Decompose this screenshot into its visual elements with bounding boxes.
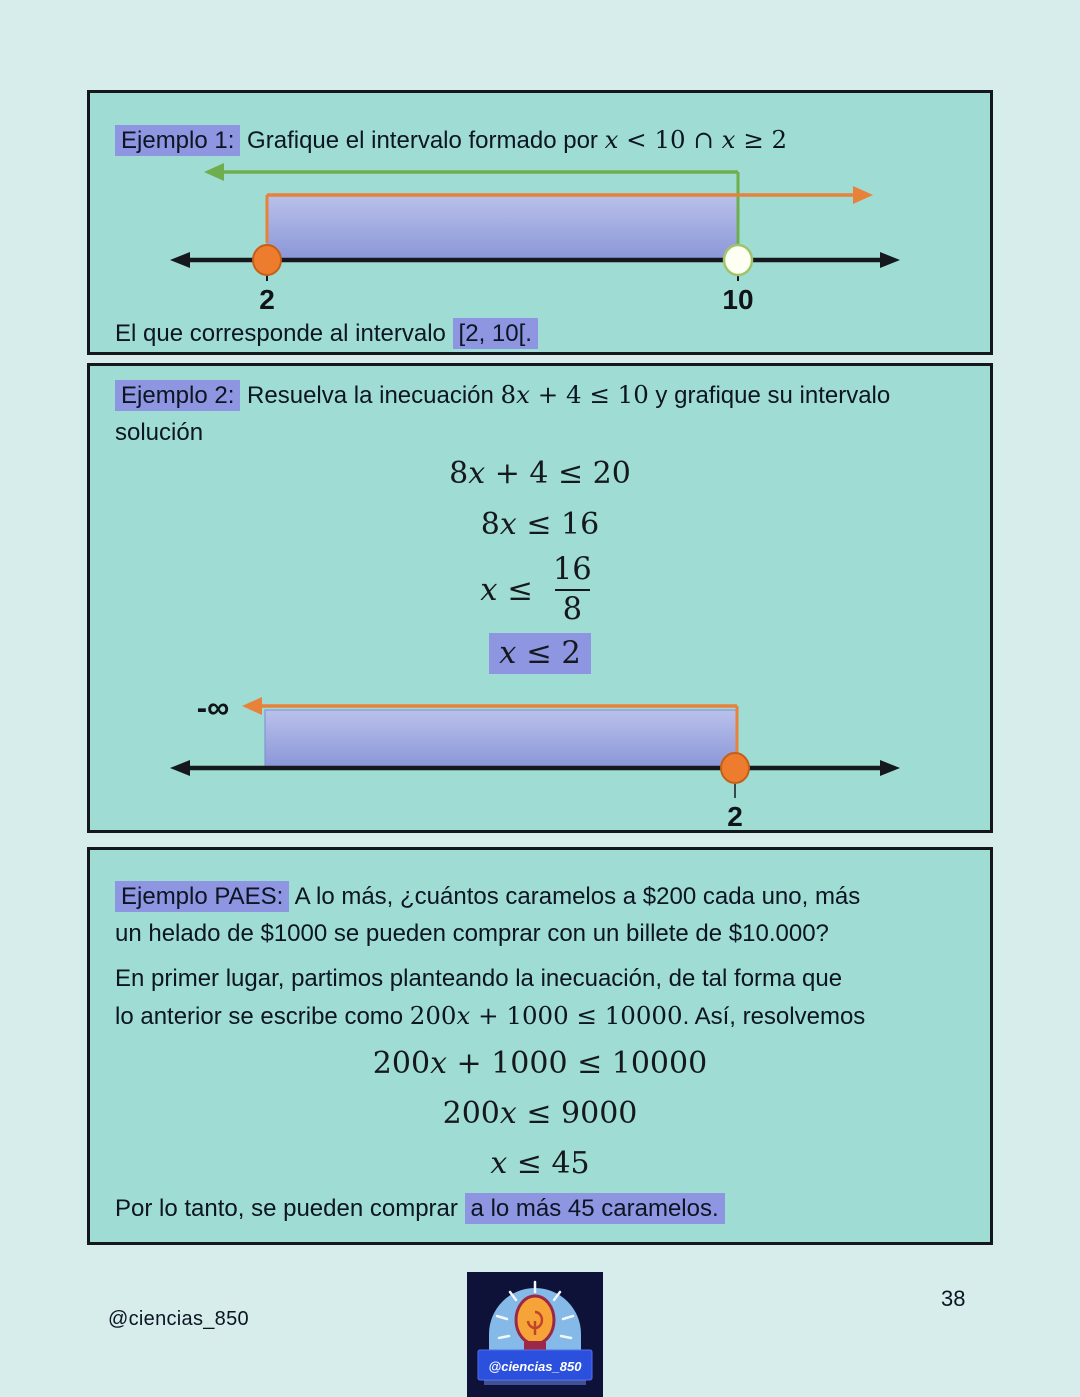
solution-highlight: x ≤ 2 — [489, 633, 591, 674]
fraction — [545, 552, 600, 628]
fraction-lhs: x ≤ — [480, 572, 533, 608]
number-line-diagram-2 — [100, 678, 980, 828]
example-paes-box — [87, 847, 993, 1245]
axis-label-2: 2 — [259, 284, 275, 315]
shaded-interval-region — [267, 195, 738, 260]
closed-endpoint-2 — [253, 245, 281, 275]
example-1-caption — [115, 315, 538, 352]
example-1-title — [115, 121, 787, 159]
paes-conclusion — [115, 1190, 725, 1227]
equation-step-3 — [90, 552, 990, 628]
caption-text: El que corresponde al intervalo — [115, 320, 453, 347]
example-2-box — [87, 363, 993, 833]
equation-step-3: x ≤ 45 — [490, 1146, 590, 1181]
fraction-numerator: 16 — [552, 552, 592, 587]
explanation-tail: . Así, resolvemos — [682, 1003, 866, 1030]
example-1-title-text: Grafique el intervalo formado por — [240, 127, 605, 154]
interval-notation-highlight: [2, 10[. — [453, 318, 538, 349]
example-2-title-text-2: y grafique su intervalo — [648, 382, 891, 409]
example-2-label-highlight: Ejemplo 2: — [115, 380, 240, 411]
footer-handle: @ciencias_850 — [108, 1308, 249, 1330]
equation-step-2: 200x ≤ 9000 — [442, 1096, 638, 1131]
explanation-text: lo anterior se escribe como — [115, 1003, 410, 1030]
logo-banner — [478, 1350, 592, 1385]
inline-inequality-math: 200x + 1000 ≤ 10000 — [409, 1001, 683, 1030]
conclusion-text: Por lo tanto, se pueden comprar — [115, 1195, 465, 1222]
equation-solution — [90, 634, 990, 674]
neg-infinity-label: -∞ — [196, 690, 230, 725]
axis-label-2: 2 — [727, 801, 743, 828]
example-1-label-highlight: Ejemplo 1: — [115, 125, 240, 156]
paes-explanation-line1: En primer lugar, partimos planteando la inecuación, de tal forma que — [115, 965, 843, 992]
number-line-diagram-1 — [100, 157, 980, 317]
logo-handle-text: @ciencias_850 — [488, 1359, 582, 1374]
open-endpoint-10 — [724, 245, 752, 275]
equation-step-1: 200x + 1000 ≤ 10000 — [372, 1046, 708, 1081]
paes-label-highlight: Ejemplo PAES: — [115, 881, 289, 912]
example-1-title-math: x < 10 ∩ x ≥ 2 — [604, 125, 788, 154]
closed-endpoint-2 — [721, 753, 749, 783]
example-2-title-math: 8x + 4 ≤ 10 — [500, 380, 649, 409]
page-number: 38 — [941, 1286, 966, 1311]
ciencias-850-logo — [467, 1272, 603, 1397]
example-2-title-text-1: Resuelva la inecuación — [240, 382, 501, 409]
example-2-title-line1 — [115, 376, 890, 414]
paes-problem-text-1: A lo más, ¿cuántos caramelos a $200 cada uno, más — [289, 883, 861, 910]
paes-explanation-line2 — [115, 997, 865, 1035]
paes-problem-line2: un helado de $1000 se pueden comprar con un billete de $10.000? — [115, 920, 829, 947]
example-1-box — [87, 90, 993, 355]
conclusion-highlight: a lo más 45 caramelos. — [465, 1193, 725, 1224]
axis-label-10: 10 — [722, 284, 754, 315]
equation-step-2: 8x ≤ 16 — [480, 507, 600, 542]
fraction-denominator: 8 — [555, 589, 590, 628]
paes-problem-line1 — [115, 878, 860, 915]
equation-step-1: 8x + 4 ≤ 20 — [449, 456, 631, 491]
example-2-title-line2: solución — [115, 419, 204, 446]
shaded-interval-region — [265, 710, 737, 768]
